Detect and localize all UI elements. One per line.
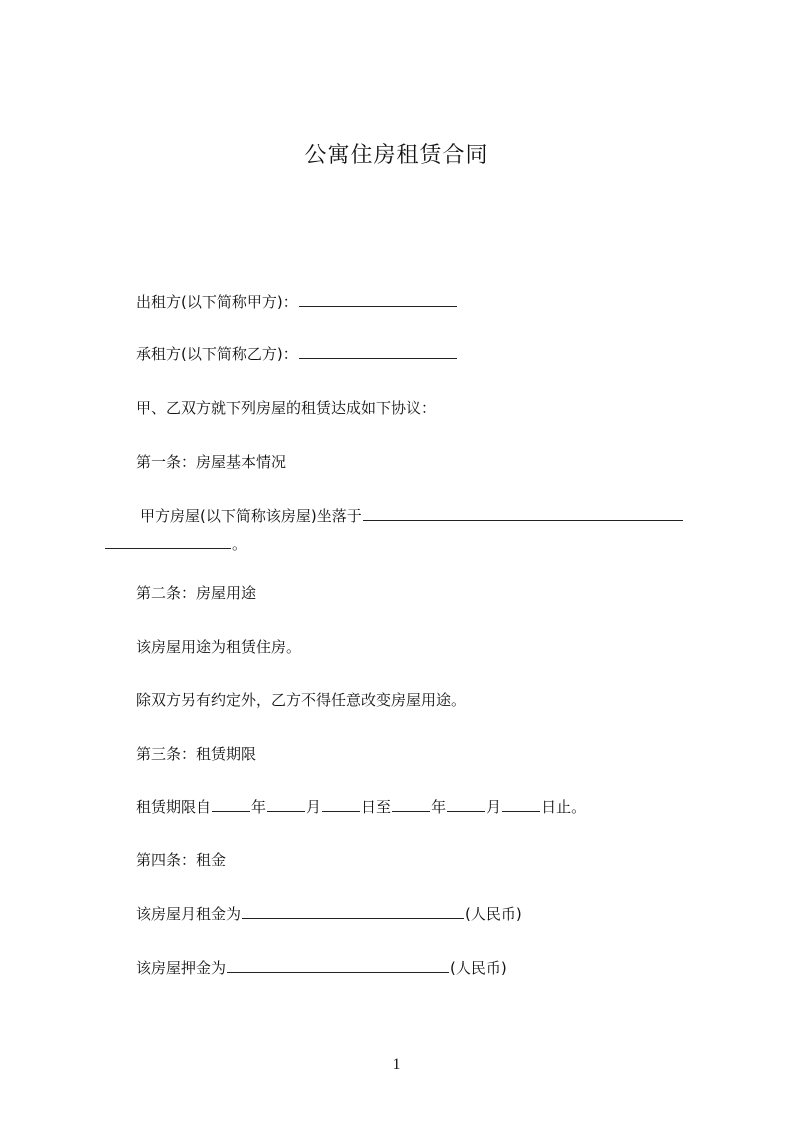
document-title: 公寓住房租赁合同: [304, 143, 489, 168]
start-month-blank[interactable]: [267, 796, 305, 812]
article4-heading: 第四条：租金: [136, 851, 227, 869]
article2-text1: 该房屋用途为租赁住房。: [136, 638, 302, 656]
address-blank[interactable]: [363, 505, 683, 521]
article1-heading: 第一条：房屋基本情况: [136, 453, 287, 471]
article1-text: 甲方房屋(以下简称该房屋)坐落于: [140, 507, 362, 525]
start-day-blank[interactable]: [322, 796, 360, 812]
term-month2: 月: [486, 798, 502, 816]
deposit-currency: (人民币): [450, 959, 507, 977]
term-line: [136, 796, 586, 818]
term-day-to: 日至: [361, 798, 392, 816]
end-year-blank[interactable]: [392, 796, 430, 812]
agreement-intro: 甲、乙双方就下列房屋的租赁达成如下协议：: [136, 399, 437, 417]
lessee-label: 承租方(以下简称乙方)：: [136, 345, 298, 363]
address-blank-continued[interactable]: [105, 533, 231, 549]
article1-text-line: [140, 505, 684, 527]
article2-text2: 除双方另有约定外，乙方不得任意改变房屋用途。: [136, 691, 467, 709]
term-month1: 月: [306, 798, 322, 816]
lessor-line: [136, 291, 458, 313]
page-number: 1: [392, 1056, 401, 1073]
end-day-blank[interactable]: [502, 796, 540, 812]
rent-label: 该房屋月租金为: [136, 905, 242, 923]
end-month-blank[interactable]: [447, 796, 485, 812]
term-year2: 年: [431, 798, 447, 816]
article1-end: 。: [232, 535, 248, 553]
term-day-end: 日止。: [541, 798, 587, 816]
lessee-blank[interactable]: [299, 343, 457, 359]
deposit-line: [136, 957, 507, 979]
lessee-line: [136, 343, 458, 365]
article2-heading: 第二条：房屋用途: [136, 584, 257, 602]
article3-heading: 第三条：租赁期限: [136, 745, 257, 763]
term-prefix: 租赁期限自: [136, 798, 212, 816]
lessor-blank[interactable]: [299, 291, 457, 307]
article1-continuation: [104, 533, 247, 555]
start-year-blank[interactable]: [212, 796, 250, 812]
rent-blank[interactable]: [242, 903, 464, 919]
rent-currency: (人民币): [465, 905, 522, 923]
deposit-blank[interactable]: [227, 957, 449, 973]
deposit-label: 该房屋押金为: [136, 959, 227, 977]
lessor-label: 出租方(以下简称甲方)：: [136, 293, 298, 311]
term-year1: 年: [251, 798, 267, 816]
rent-line: [136, 903, 522, 925]
